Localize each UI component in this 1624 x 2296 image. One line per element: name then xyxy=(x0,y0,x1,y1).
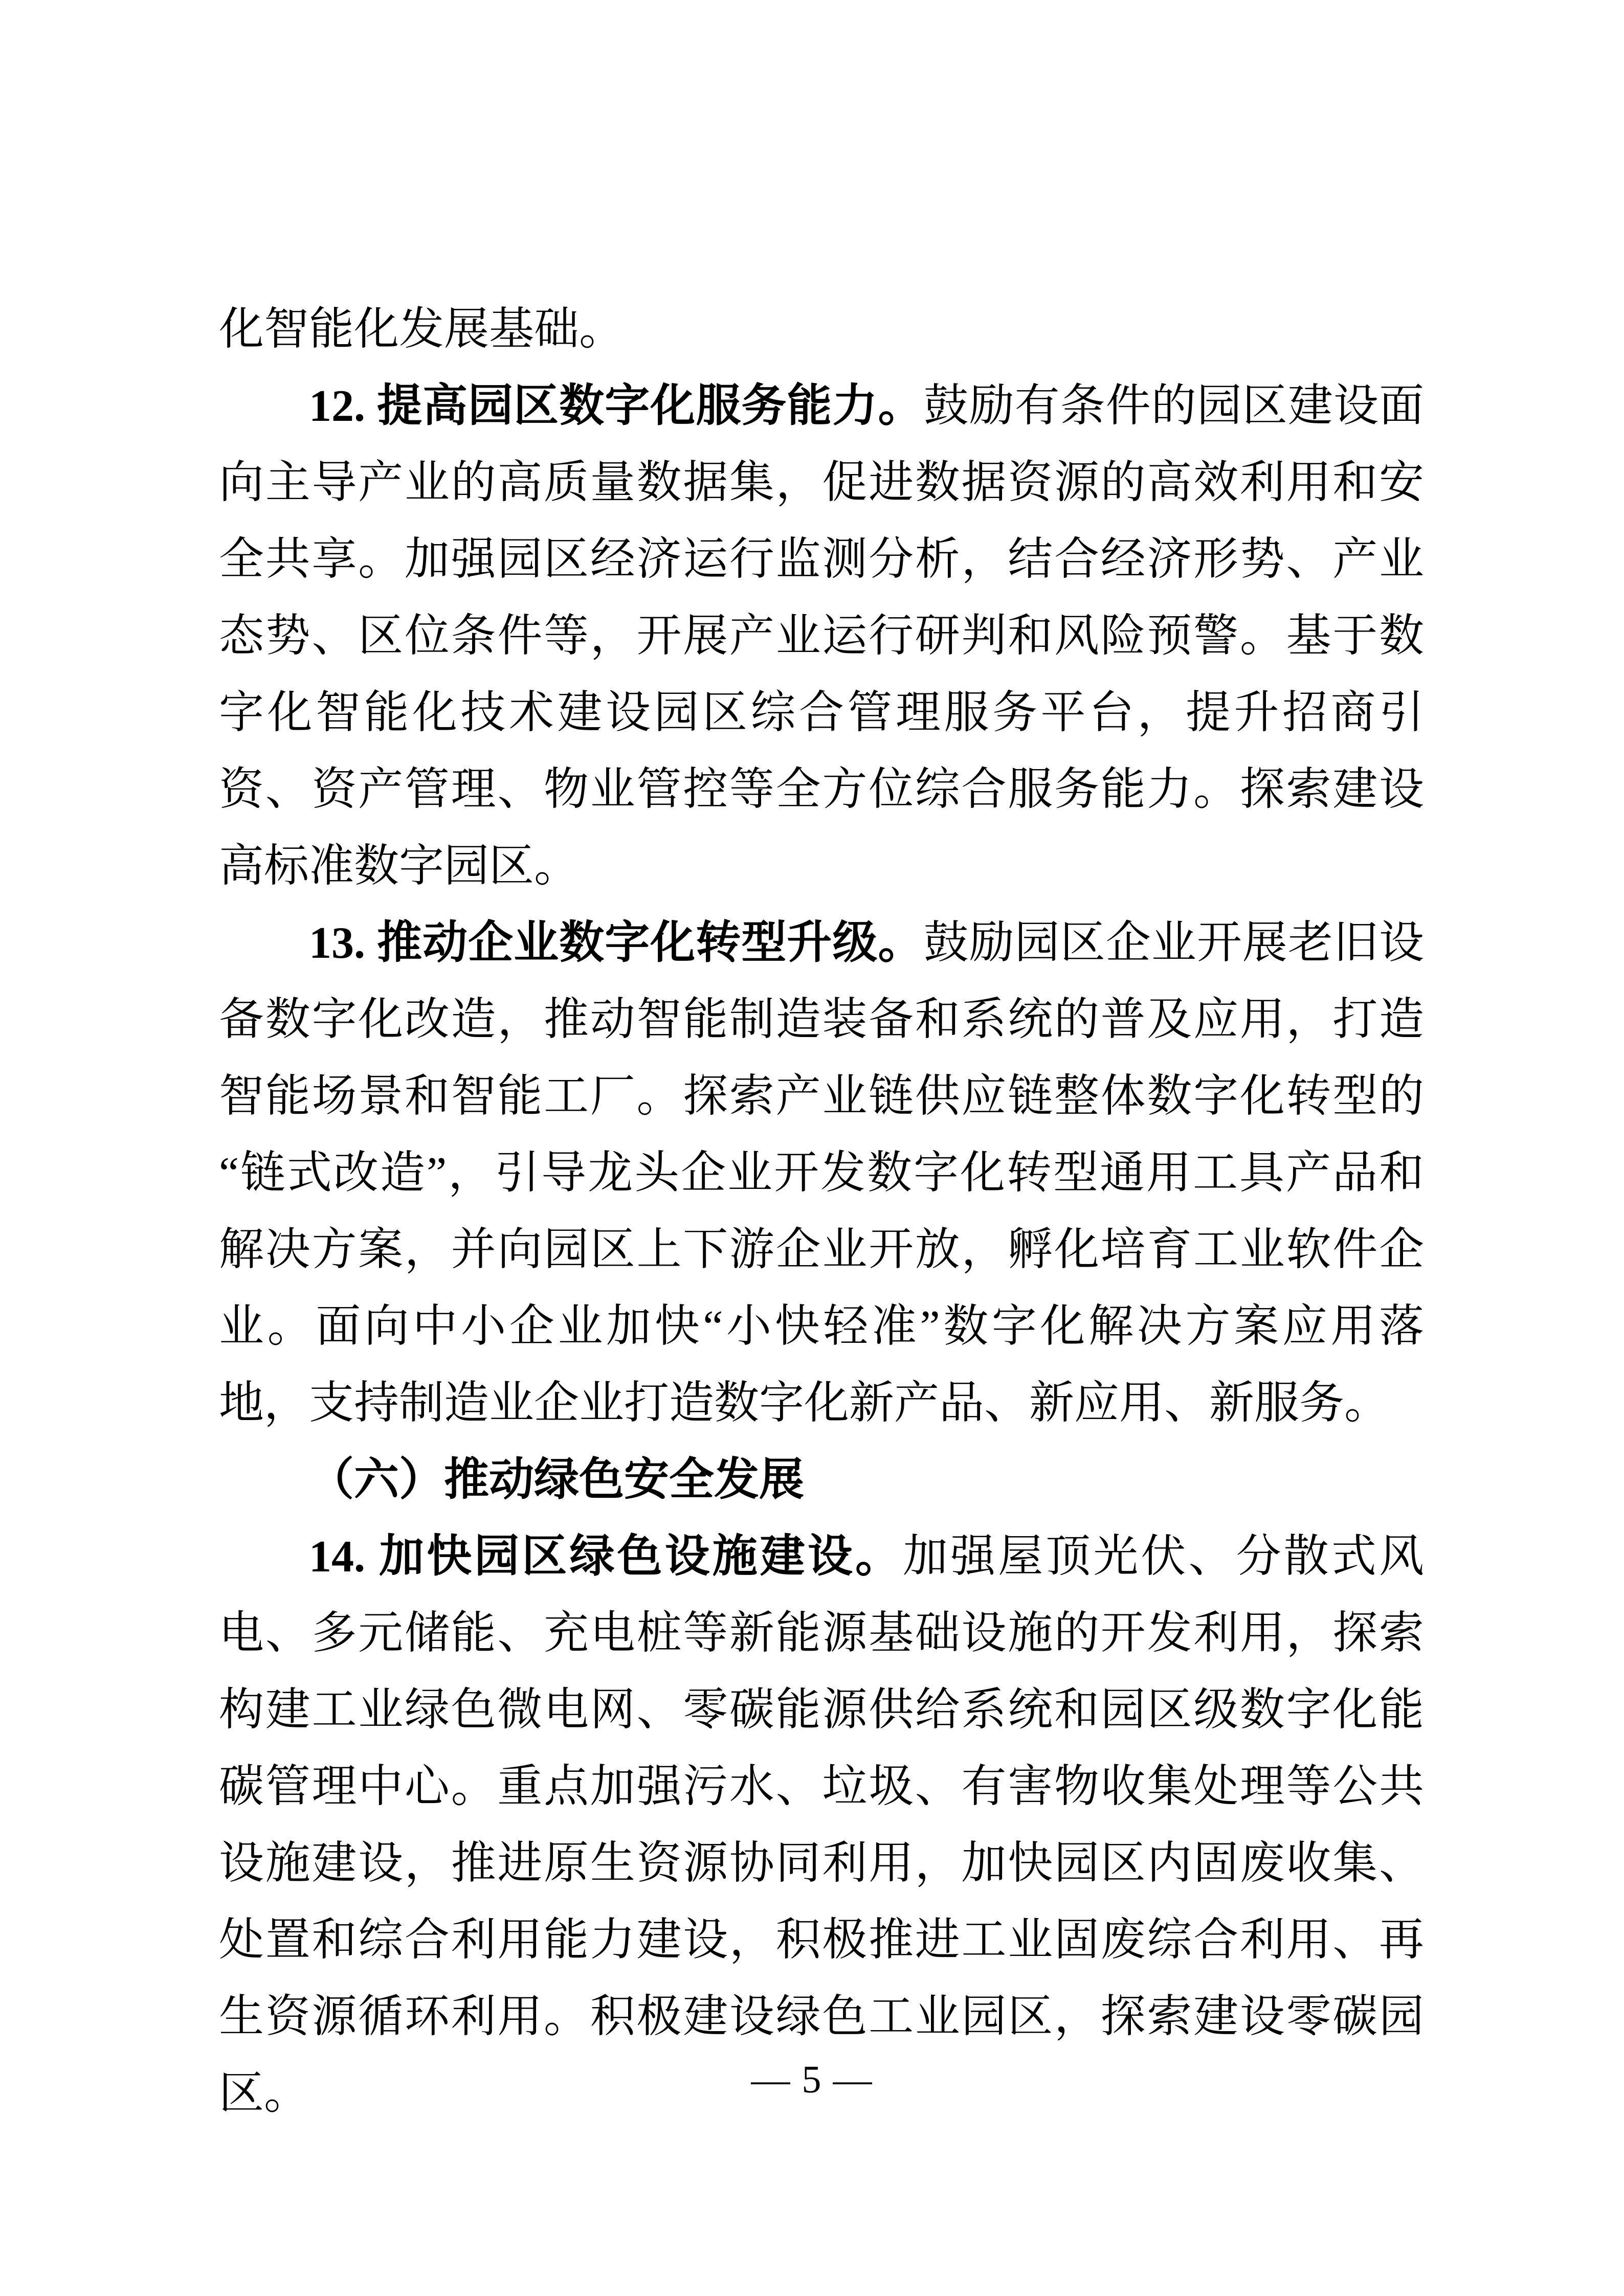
paragraph-item-12-body: 鼓励有条件的园区建设面向主导产业的高质量数据集，促进数据资源的高效利用和安全共享。加强园区经济运行监测分析，结合经济形势、产业态势、区位条件等，开展产业运行研判和风险预警。基于数字化智能化技术建设园区综合管理服务平台，提升招商引资、资产管理、物业管控等全方位综合服务能力。探索建设高标准数字园区。 xyxy=(219,381,1424,891)
paragraph-item-12 xyxy=(219,368,1424,905)
paragraph-continuation xyxy=(219,291,1424,368)
paragraph-item-13-body: 鼓励园区企业开展老旧设备数字化改造，推动智能制造装备和系统的普及应用，打造智能场景和智能工厂。探索产业链供应链整体数字化转型的“链式改造”，引导龙头企业开发数字化转型通用工具产品和解决方案，并向园区上下游企业开放，孵化培育工业软件企业。面向中小企业加快“小快轻准”数字化解决方案应用落地，支持制造业企业打造数字化新产品、新应用、新服务。 xyxy=(219,918,1424,1428)
section-heading-six: （六）推动绿色安全发展 xyxy=(309,1455,805,1505)
paragraph-item-14-heading: 14. 加快园区绿色设施建设。 xyxy=(309,1532,903,1582)
paragraph-item-13 xyxy=(219,905,1424,1442)
paragraph-item-13-heading: 13. 推动企业数字化转型升级。 xyxy=(309,918,924,968)
paragraph-item-14-body: 加强屋顶光伏、分散式风电、多元储能、充电桩等新能源基础设施的开发利用，探索构建工业绿色微电网、零碳能源供给系统和园区级数字化能碳管理中心。重点加强污水、垃圾、有害物收集处理等公共设施建设，推进原生资源协同利用，加快园区内固废收集、处置和综合利用能力建设，积极推进工业固废综合利用、再生资源循环利用。积极建设绿色工业园区，探索建设零碳园区。 xyxy=(219,1532,1424,2119)
paragraph-continuation-text: 化智能化发展基础。 xyxy=(219,305,625,354)
document-body xyxy=(219,291,1424,2132)
page-number: — 5 — xyxy=(751,2058,873,2101)
paragraph-item-14 xyxy=(219,1519,1424,2132)
paragraph-item-12-heading: 12. 提高园区数字化服务能力。 xyxy=(309,381,924,431)
